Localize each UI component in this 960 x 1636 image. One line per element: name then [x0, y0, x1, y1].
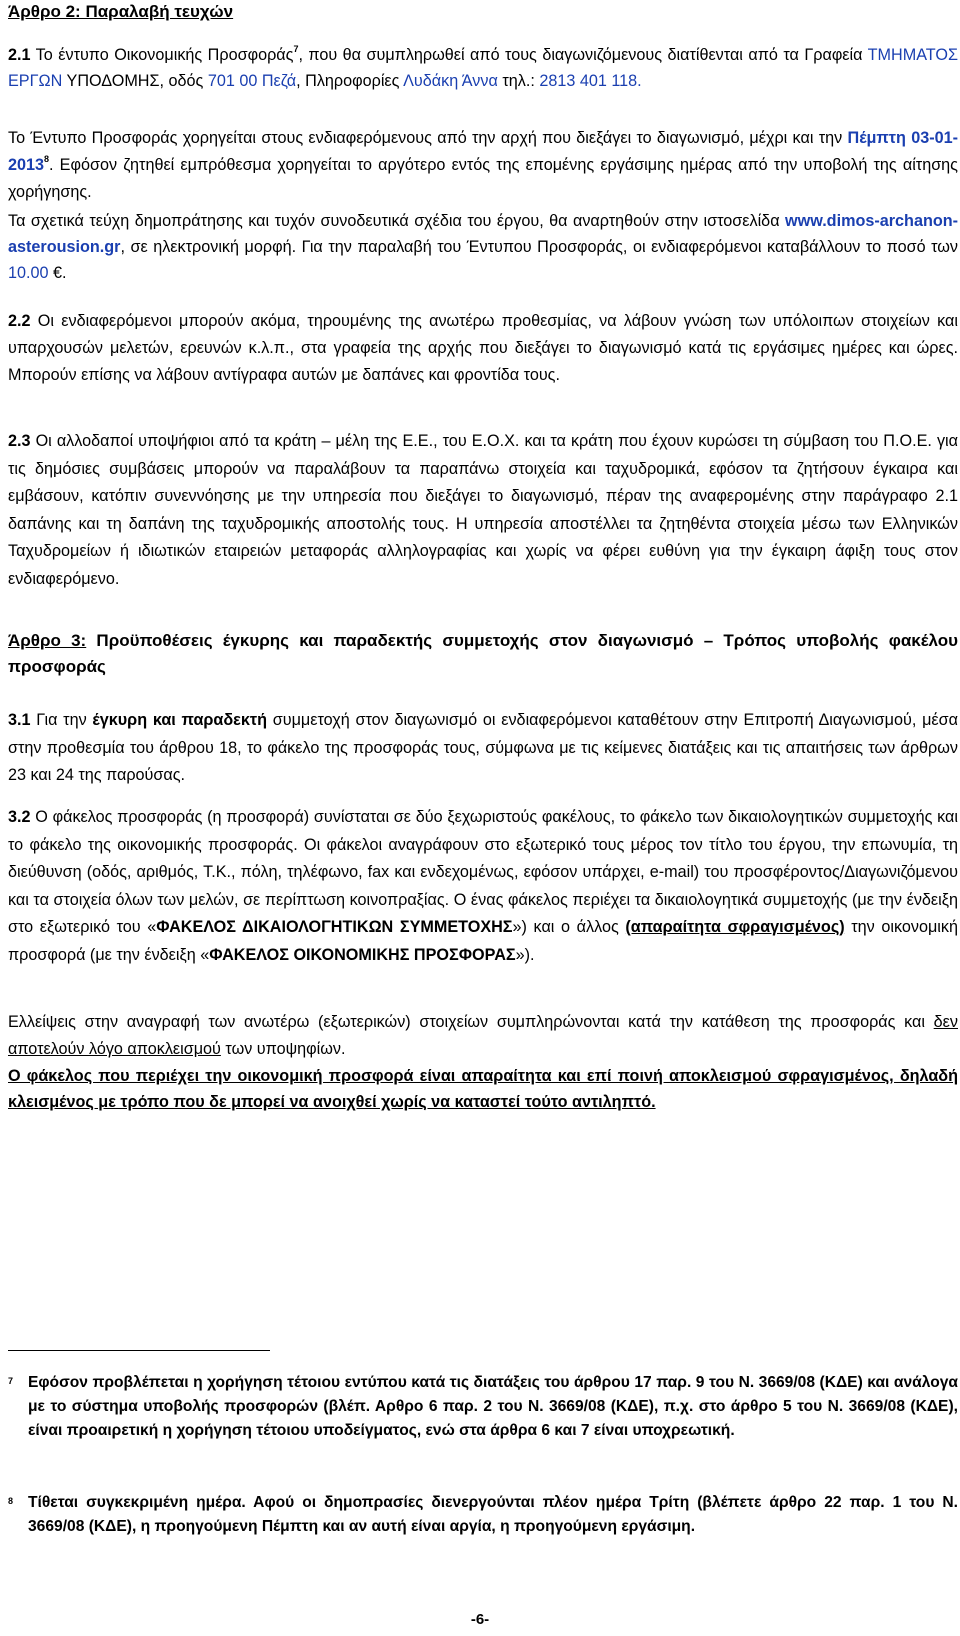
fee-amount: 10.00: [8, 264, 49, 282]
footnote-separator: [8, 1350, 270, 1351]
footnote-7: 7 Εφόσον προβλέπεται η χορήγηση τέτοιου εντύπου κατά τις διατάξεις του άρθρου 17 παρ. 9 του Ν. 3669/08 (ΚΔΕ) και ανάλογα με το σύστημα υποβολής προσφορών (βλέπ. Αρθρο 6 παρ. 2 του Ν. 3669/08 (ΚΔΕ), π.χ. στο άρθρο 5 του Ν. 3669/08 (ΚΔΕ), είναι προαιρετική η χορήγηση τέτοιου υποδείγματος, ενώ στα άρθρα 6 και 7 είναι υποχρεωτική.: [8, 1374, 958, 1439]
article3-title: Άρθρο 3: Προϋποθέσεις έγκυρης και παραδεκτής συμμετοχής στον διαγωνισμό – Τρόπος υποβολής φακέλου προσφοράς: [8, 631, 958, 676]
office-name: ΤΜΗΜΑΤΟΣ ΕΡΓΩΝ: [8, 46, 958, 90]
paragraph-3-1: 3.1 Για την έγκυρη και παραδεκτή συμμετοχή στον διαγωνισμό οι ενδιαφερόμενοι καταθέτουν στην Επιτροπή Διαγωνισμού, μέσα στην προθεσμία του άρθρου 18, το φάκελο της προσφοράς τους, σύμφωνα με τις κείμενες διατάξεις και τις απαιτήσεις των άρθρων 23 και 24 της παρούσας.: [8, 711, 958, 784]
paragraph-3-2: 3.2 Ο φάκελος προσφοράς (η προσφορά) συνίσταται σε δύο ξεχωριστούς φακέλους, το φάκελο των δικαιολογητικών συμμετοχής και το φάκελο της οικονομικής προσφοράς. Οι φάκελοι αναγράφουν στο εξωτερικό τους μέρος τον τίτλο του έργου, την επωνυμία, τη διεύθυνση (οδός, αριθμός, Τ.Κ., πόλη, τηλέφωνο, fax και ενδεχομένως, εφόσον υπάρχει, e-mail) του προσφέροντος/Διαγωνιζόμενου και τα στοιχεία όλων των μελών, σε περίπτωση κοινοπραξίας. Ο ένας φάκελος περιέχει τα δικαιολογητικά συμμετοχής (με την ένδειξη στο εξωτερικό του «ΦΑΚΕΛΟΣ ΔΙΚΑΙΟΛΟΓΗΤΙΚΩΝ ΣΥΜΜΕΤΟΧΗΣ») και ο άλλος (απαραίτητα σφραγισμένος) την οικονομική προσφορά (με την ένδειξη «ΦΑΚΕΛΟΣ ΟΙΚΟΝΟΜΙΚΗΣ ΠΡΟΣΦΟΡΑΣ»).: [8, 808, 958, 964]
paragraph-2-3: 2.3 Οι αλλοδαποί υποψήφιοι από τα κράτη – μέλη της Ε.Ε., του Ε.Ο.Χ. και τα κράτη που έχουν κυρώσει τη σύμβαση του Π.Ο.Ε. για τις δημόσιες συμβάσεις μπορούν να παραλάβουν τα παραπάνω στοιχεία και ταχυδρομικά, εφόσον τα ζητήσουν έγκαιρα και εμβάσουν, κατόπιν συνεννόησης με την υπηρεσία που διεξάγει το διαγωνισμό, πέραν της αναφερομένης στην παράγραφο 2.1 δαπάνης και τη δαπάνη της ταχυδρομικής αποστολής τους. Η υπηρεσία αποστέλλει τα ζητηθέντα στοιχεία μέσω των Ελληνικών Ταχυδρομείων ή ιδιωτικών εταιρειών μεταφοράς αλληλογραφίας και χωρίς να φέρει ευθύνη για την έγκαιρη άφιξη τους στον ενδιαφερόμενο.: [8, 432, 958, 588]
paragraph-2-1: 2.1 Το έντυπο Οικονομικής Προσφοράς$^7$, που θα συμπληρωθεί από τους διαγωνιζόμενους διατίθενται από τα Γραφεία ΤΜΗΜΑΤΟΣ ΕΡΓΩΝ ΥΠΟΔΟΜΗΣ, οδός 701 00 Πεζά, Πληροφορίες Λυδάκη Άννα τηλ.: 2813 401 118.: [8, 44, 958, 90]
paragraph-2-1-b: Το Έντυπο Προσφοράς χορηγείται στους ενδιαφερόμενους από την αρχή που διεξάγει το διαγωνισμό, μέχρι και την Πέμπτη 03-01-2013$^8$. Εφόσον ζητηθεί εμπρόθεσμα χορηγείται το αργότερο εντός της επομένης εργάσιμης ημέρας από την υποβολή της αίτησης χορήγησης.: [8, 129, 958, 201]
deadline-date: Πέμπτη 03-01-2013: [8, 129, 958, 174]
footnote-ref-7[interactable]: 7: [293, 44, 299, 54]
page-number: -6-: [470, 1611, 490, 1628]
article2-title: Άρθρο 2: Παραλαβή τευχών: [8, 2, 234, 21]
paragraph-3-2-b: Ελλείψεις στην αναγραφή των ανωτέρω (εξωτερικών) στοιχείων συμπληρώνονται κατά την κατάθεση της προσφοράς και δεν αποτελούν λόγο αποκλεισμού των υποψηφίων.: [8, 1013, 958, 1058]
paragraph-2-1-c: Τα σχετικά τεύχη δημοπράτησης και τυχόν συνοδευτικά σχέδια του έργου, θα αναρτηθούν στην ιστοσελίδα www.dimos-archanon-asterousion.gr, σε ηλεκτρονική μορφή. Για την παραλαβή του Έντυπου Προσφοράς, οι ενδιαφερόμενοι καταβάλλουν το ποσό των 10.00 €.: [8, 212, 958, 282]
website-link[interactable]: www.dimos-archanon-asterousion.gr: [8, 212, 958, 256]
footnote-8: 8 Τίθεται συγκεκριμένη ημέρα. Αφού οι δημοπρασίες διενεργούνται πλέον ημέρα Τρίτη (βλέπετε άρθρο 22 παρ. 1 του Ν. 3669/08 (ΚΔΕ), η προηγούμενη Πέμπτη και αν αυτή είναι αργία, η προηγούμενη εργάσιμη.: [8, 1494, 958, 1535]
footnote-ref-8[interactable]: 8: [44, 154, 50, 164]
phone-number: 2813 401 118.: [539, 72, 642, 90]
street-address: 701 00 Πεζά: [207, 72, 297, 90]
contact-person: Λυδάκη Άννα: [403, 72, 498, 90]
paragraph-3-2-c: Ο φάκελος που περιέχει την οικονομική προσφορά είναι απαραίτητα και επί ποινή αποκλεισμού σφραγισμένος, δηλαδή κλεισμένος με τρόπο που δε μπορεί να ανοιχθεί χωρίς να καταστεί τούτο αντιληπτό.: [8, 1067, 958, 1111]
paragraph-2-2: 2.2 Οι ενδιαφερόμενοι μπορούν ακόμα, τηρουμένης της ανωτέρω προθεσμίας, να λάβουν γνώση των υπόλοιπων στοιχείων και υπαρχουσών μελετών, ερευνών κ.λ.π., στα γραφεία της αρχής που διεξάγει το διαγωνισμό κατά τις εργάσιμες ημέρες και ώρες. Μπορούν επίσης να λάβουν αντίγραφα αυτών με δαπάνες και φροντίδα τους.: [8, 312, 958, 384]
